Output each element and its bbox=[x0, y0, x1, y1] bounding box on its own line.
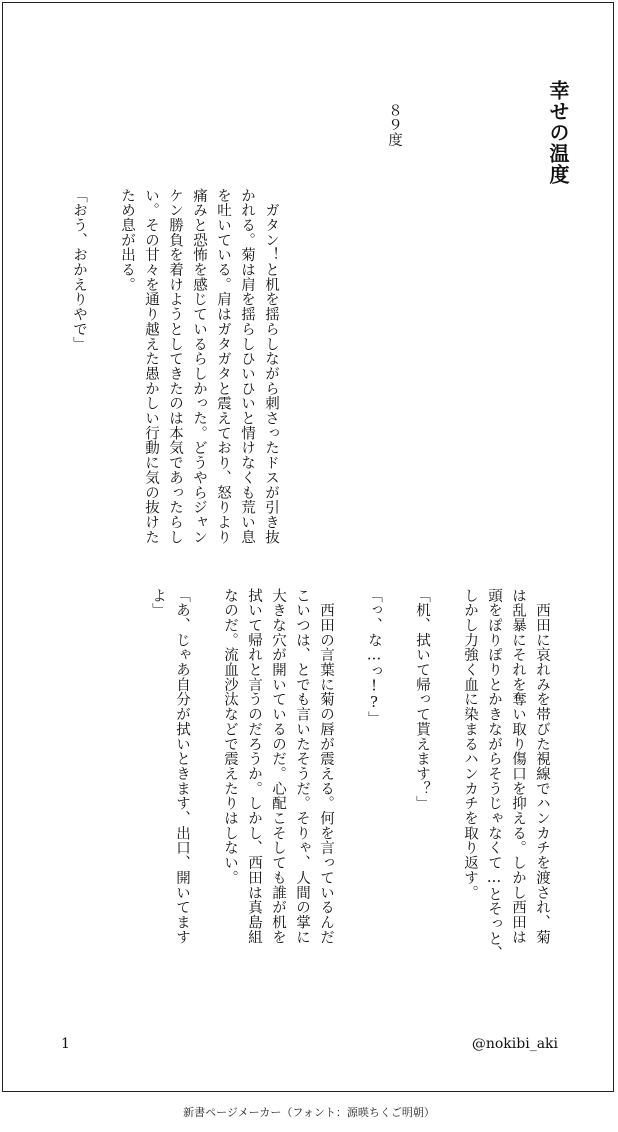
lower-column: 西田に哀れみを帯びた視線でハンカチを渡され、菊 bbox=[534, 588, 550, 945]
upper-column-blank bbox=[91, 188, 115, 523]
upper-text-block bbox=[67, 188, 283, 545]
upper-column: ケン勝負を着けようとしてきたのは本気であったらし bbox=[167, 188, 183, 545]
lower-text-block bbox=[146, 588, 554, 988]
upper-column: 痛みと恐怖を感じているらしかった。どうやらジャン bbox=[191, 188, 207, 545]
lower-column: 拭いて帰れと言うのだろうか。しかし、西田は真島組 bbox=[246, 588, 262, 945]
story-title: 幸せの温度 bbox=[546, 80, 570, 185]
lower-column: 西田の言葉に菊の唇が震える。何を言っているんだ bbox=[318, 588, 334, 945]
upper-column: ため息が出る。 bbox=[119, 188, 135, 292]
lower-column: こいつは、とでも言いたそうだ。そりゃ、人間の掌に bbox=[294, 588, 310, 945]
upper-column: 「おう、おかえりやで」 bbox=[71, 188, 87, 352]
lower-column-blank bbox=[194, 588, 218, 988]
lower-column: よ」 bbox=[150, 588, 166, 618]
page-number: 1 bbox=[61, 1036, 70, 1052]
lower-column-blank bbox=[386, 588, 410, 988]
upper-column: を吐いている。肩はガタガタと震えており、怒りより bbox=[215, 188, 231, 545]
lower-column: なのだ。流血沙汰などで震えたりはしない。 bbox=[222, 588, 238, 885]
lower-column: は乱暴にそれを奪い取り傷口を抑える。しかし西田は bbox=[510, 588, 526, 945]
upper-column: い。その甘々を通り越えた愚かしい行動に気の抜けた bbox=[143, 188, 159, 545]
lower-column: 「あ、じゃあ自分が拭いときます、出口、開いてます bbox=[174, 588, 190, 945]
upper-column: かれる。菊は肩を揺らしひいひいと情けなくも荒い息 bbox=[239, 188, 255, 545]
lower-column-blank bbox=[434, 588, 458, 988]
generator-caption: 新書ページメーカー（フォント：源暎ちくご明朝） bbox=[183, 1106, 435, 1119]
lower-column: 「机、拭いて帰って貰えます？」 bbox=[414, 588, 430, 811]
lower-column-blank bbox=[338, 588, 362, 988]
author-handle: @nokibi_aki bbox=[471, 1036, 558, 1052]
lower-column: 大きな穴が開いているのだ。心配こそしても誰が机を bbox=[270, 588, 286, 945]
chapter-heading: ８９度 bbox=[386, 103, 402, 147]
lower-column: 「っ、な…っ!?」 bbox=[366, 588, 382, 727]
lower-column: 頭をぽりぽりとかきながらそうじゃなくて…とそっと、 bbox=[486, 588, 502, 961]
lower-column: しかし力強く血に染まるハンカチを取り返す。 bbox=[462, 588, 478, 900]
upper-column: ガタン！と机を揺らしながら刺さったドスが引き抜 bbox=[263, 188, 279, 545]
